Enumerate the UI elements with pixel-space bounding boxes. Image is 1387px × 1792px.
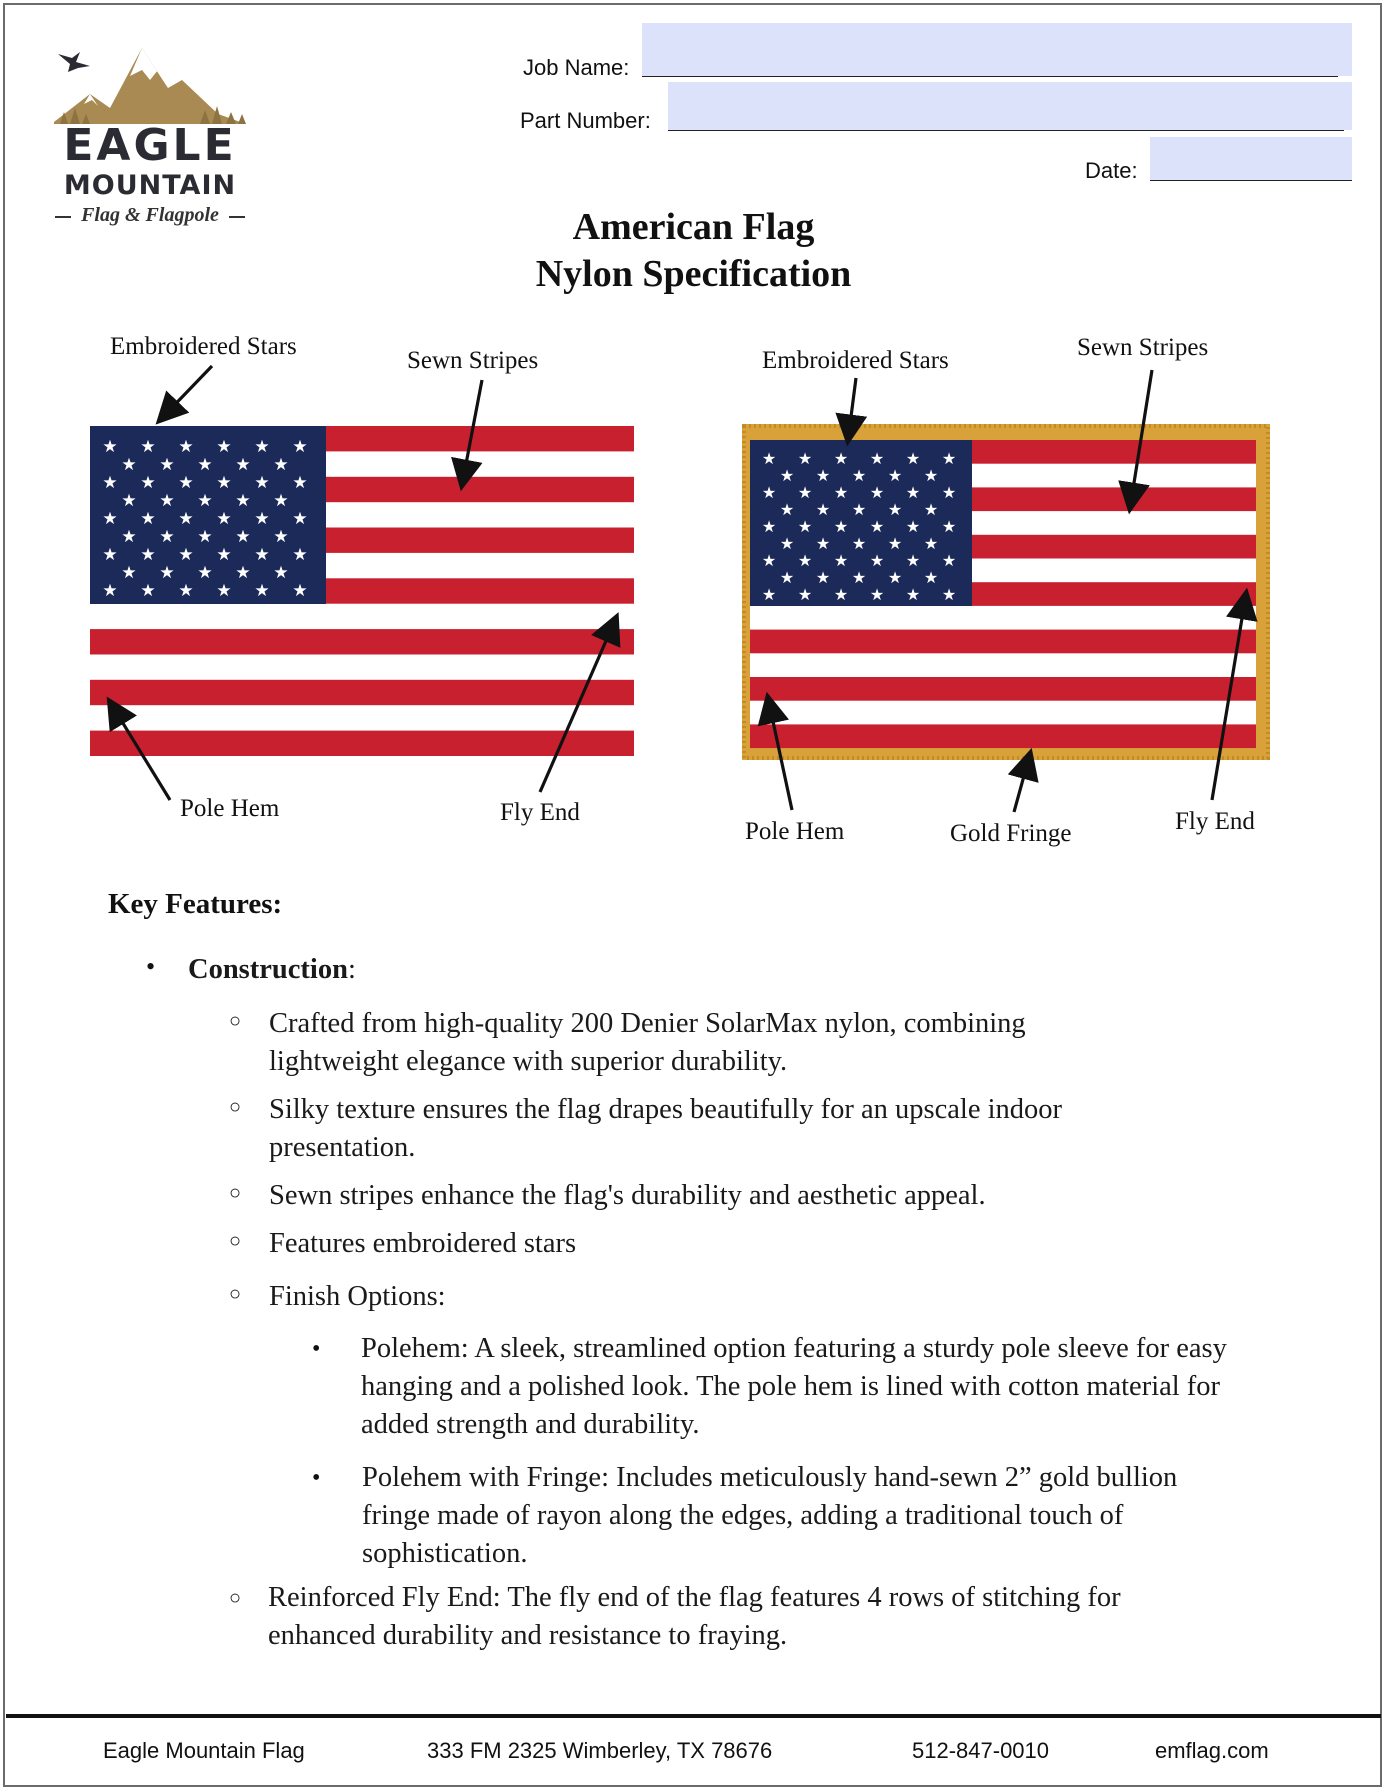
svg-text:★: ★ — [905, 483, 921, 502]
svg-text:★: ★ — [869, 585, 885, 604]
feature-item-4: Features embroidered stars — [269, 1228, 577, 1259]
svg-text:★: ★ — [178, 581, 194, 601]
arrow-embroidered-stars-left — [160, 366, 212, 420]
bullet-circle-2: ○ — [229, 1096, 242, 1118]
logo-mountain-text: MOUNTAIN — [63, 170, 237, 201]
svg-text:★: ★ — [197, 455, 213, 475]
svg-text:★: ★ — [905, 517, 921, 536]
feature-item-5: Finish Options: — [269, 1281, 446, 1312]
svg-text:★: ★ — [887, 500, 903, 519]
svg-text:★: ★ — [197, 491, 213, 511]
callout-sewn-stripes-right: Sewn Stripes — [1077, 334, 1209, 361]
svg-text:★: ★ — [254, 437, 270, 457]
bullet-dot-finish-1: • — [312, 1336, 321, 1362]
svg-text:★: ★ — [140, 581, 156, 601]
svg-text:★: ★ — [254, 545, 270, 565]
page-title-line1: American Flag — [572, 206, 815, 248]
svg-text:★: ★ — [851, 466, 867, 485]
svg-text:★: ★ — [140, 509, 156, 529]
callout-sewn-stripes-left: Sewn Stripes — [407, 347, 539, 374]
svg-text:★: ★ — [797, 449, 813, 468]
svg-text:★: ★ — [851, 568, 867, 587]
job-name-label: Job Name: — [523, 55, 630, 80]
svg-text:★: ★ — [923, 500, 939, 519]
svg-text:★: ★ — [102, 509, 118, 529]
arrow-gold-fringe — [1014, 754, 1030, 812]
bullet-circle-6: ○ — [229, 1587, 242, 1609]
svg-text:★: ★ — [779, 568, 795, 587]
logo-tagline: Flag & Flagpole — [81, 204, 219, 226]
bullet-circle-3: ○ — [229, 1182, 242, 1204]
callout-embroidered-stars-left: Embroidered Stars — [110, 333, 297, 360]
svg-text:★: ★ — [235, 527, 251, 547]
arrow-sewn-stripes-left — [462, 380, 482, 485]
feature-item-3: Sewn stripes enhance the flag's durability and aesthetic appeal. — [269, 1180, 986, 1211]
svg-text:★: ★ — [102, 437, 118, 457]
svg-text:★: ★ — [235, 455, 251, 475]
arrow-fly-end-left — [540, 618, 616, 792]
finish-option-polehem: Polehem: A sleek, streamlined option featuring a sturdy pole sleeve for easy hanging and a polished look. The pole hem is lined with cotton material for added strength and durability. — [361, 1333, 1227, 1440]
svg-text:★: ★ — [273, 563, 289, 583]
svg-text:★: ★ — [941, 449, 957, 468]
callout-embroidered-stars-right: Embroidered Stars — [762, 347, 949, 374]
svg-text:★: ★ — [815, 500, 831, 519]
svg-text:★: ★ — [178, 509, 194, 529]
key-features-heading: Key Features: — [108, 888, 283, 920]
svg-text:★: ★ — [797, 585, 813, 604]
callout-pole-hem-right: Pole Hem — [745, 818, 845, 845]
svg-text:★: ★ — [197, 527, 213, 547]
svg-text:★: ★ — [102, 581, 118, 601]
svg-text:★: ★ — [887, 466, 903, 485]
svg-text:★: ★ — [178, 545, 194, 565]
footer-website[interactable]: emflag.com — [1155, 1738, 1269, 1763]
callout-fly-end-left: Fly End — [500, 799, 580, 826]
svg-text:★: ★ — [761, 449, 777, 468]
bullet-circle-1: ○ — [229, 1010, 242, 1032]
footer-address: 333 FM 2325 Wimberley, TX 78676 — [427, 1738, 773, 1763]
svg-text:★: ★ — [254, 473, 270, 493]
svg-text:★: ★ — [869, 551, 885, 570]
svg-text:★: ★ — [140, 437, 156, 457]
svg-text:★: ★ — [779, 534, 795, 553]
callout-pole-hem-left: Pole Hem — [180, 795, 280, 822]
footer-phone: 512-847-0010 — [912, 1738, 1050, 1763]
svg-text:★: ★ — [797, 551, 813, 570]
svg-text:★: ★ — [905, 585, 921, 604]
svg-text:★: ★ — [833, 483, 849, 502]
svg-text:★: ★ — [140, 473, 156, 493]
callout-fly-end-right: Fly End — [1175, 808, 1255, 835]
arrow-fly-end-right — [1212, 594, 1246, 800]
svg-text:★: ★ — [761, 517, 777, 536]
svg-text:★: ★ — [797, 517, 813, 536]
arrow-sewn-stripes-right — [1130, 370, 1152, 508]
construction-colon: : — [347, 954, 356, 985]
svg-text:★: ★ — [887, 568, 903, 587]
svg-text:★: ★ — [216, 509, 232, 529]
footer-rule — [6, 1714, 1381, 1718]
svg-text:★: ★ — [121, 563, 137, 583]
part-number-label: Part Number: — [520, 108, 651, 133]
feature-item-2: Silky texture ensures the flag drapes beautifully for an upscale indoor presentation. — [269, 1094, 1063, 1163]
logo-eagle-text: EAGLE — [63, 120, 237, 171]
svg-text:★: ★ — [254, 509, 270, 529]
svg-text:★: ★ — [815, 568, 831, 587]
bullet-circle-4: ○ — [229, 1230, 242, 1252]
svg-text:★: ★ — [923, 534, 939, 553]
svg-text:★: ★ — [273, 455, 289, 475]
arrow-pole-hem-right — [768, 698, 792, 810]
svg-text:★: ★ — [121, 455, 137, 475]
svg-text:★: ★ — [159, 563, 175, 583]
svg-text:★: ★ — [833, 449, 849, 468]
svg-text:★: ★ — [292, 545, 308, 565]
construction-heading-row — [188, 951, 356, 989]
svg-text:★: ★ — [761, 551, 777, 570]
page-title-line2: Nylon Specification — [535, 253, 852, 295]
svg-text:★: ★ — [941, 517, 957, 536]
svg-text:★: ★ — [121, 527, 137, 547]
svg-text:★: ★ — [178, 437, 194, 457]
svg-text:★: ★ — [869, 517, 885, 536]
svg-text:★: ★ — [235, 563, 251, 583]
svg-text:★: ★ — [159, 491, 175, 511]
date-label: Date: — [1085, 158, 1138, 183]
svg-text:★: ★ — [869, 449, 885, 468]
svg-text:★: ★ — [779, 500, 795, 519]
svg-text:★: ★ — [121, 491, 137, 511]
svg-text:★: ★ — [235, 491, 251, 511]
svg-text:★: ★ — [216, 473, 232, 493]
svg-text:★: ★ — [292, 473, 308, 493]
footer-company: Eagle Mountain Flag — [103, 1738, 305, 1763]
svg-text:★: ★ — [941, 551, 957, 570]
svg-text:★: ★ — [887, 534, 903, 553]
svg-text:★: ★ — [216, 437, 232, 457]
svg-text:★: ★ — [159, 527, 175, 547]
construction-bullet: • — [146, 952, 156, 981]
finish-option-fringe: Polehem with Fringe: Includes meticulously hand-sewn 2” gold bullion fringe made of rayon along the edges, adding a traditional touch of sophistication. — [362, 1462, 1178, 1569]
svg-text:★: ★ — [102, 545, 118, 565]
svg-text:★: ★ — [851, 500, 867, 519]
svg-text:★: ★ — [923, 466, 939, 485]
svg-text:★: ★ — [851, 534, 867, 553]
svg-text:★: ★ — [923, 568, 939, 587]
svg-text:★: ★ — [292, 437, 308, 457]
svg-text:★: ★ — [273, 527, 289, 547]
svg-text:★: ★ — [869, 483, 885, 502]
svg-text:★: ★ — [140, 545, 156, 565]
svg-text:★: ★ — [905, 551, 921, 570]
svg-text:★: ★ — [905, 449, 921, 468]
svg-text:★: ★ — [815, 534, 831, 553]
svg-text:★: ★ — [197, 563, 213, 583]
svg-text:★: ★ — [941, 483, 957, 502]
svg-text:★: ★ — [833, 517, 849, 536]
svg-text:★: ★ — [159, 455, 175, 475]
feature-fly-end: Reinforced Fly End: The fly end of the flag features 4 rows of stitching for enhanced durability and resistance to fraying. — [268, 1582, 1121, 1651]
svg-text:★: ★ — [292, 581, 308, 601]
svg-text:★: ★ — [941, 585, 957, 604]
bullet-circle-5: ○ — [229, 1283, 242, 1305]
svg-text:★: ★ — [815, 466, 831, 485]
construction-label: Construction — [188, 954, 348, 985]
svg-text:★: ★ — [761, 483, 777, 502]
arrow-pole-hem-left — [110, 702, 170, 800]
svg-text:★: ★ — [779, 466, 795, 485]
svg-text:★: ★ — [216, 581, 232, 601]
svg-text:★: ★ — [273, 491, 289, 511]
svg-text:★: ★ — [292, 509, 308, 529]
svg-text:★: ★ — [216, 545, 232, 565]
svg-text:★: ★ — [102, 473, 118, 493]
callout-gold-fringe: Gold Fringe — [950, 820, 1072, 847]
svg-text:★: ★ — [254, 581, 270, 601]
svg-text:★: ★ — [761, 585, 777, 604]
svg-text:★: ★ — [833, 585, 849, 604]
svg-text:★: ★ — [178, 473, 194, 493]
svg-text:★: ★ — [797, 483, 813, 502]
svg-text:★: ★ — [833, 551, 849, 570]
arrow-embroidered-stars-right — [848, 378, 856, 440]
feature-item-1: Crafted from high-quality 200 Denier SolarMax nylon, combining lightweight elegance with superior durability. — [269, 1008, 1026, 1077]
bullet-dot-finish-2: • — [312, 1465, 321, 1491]
